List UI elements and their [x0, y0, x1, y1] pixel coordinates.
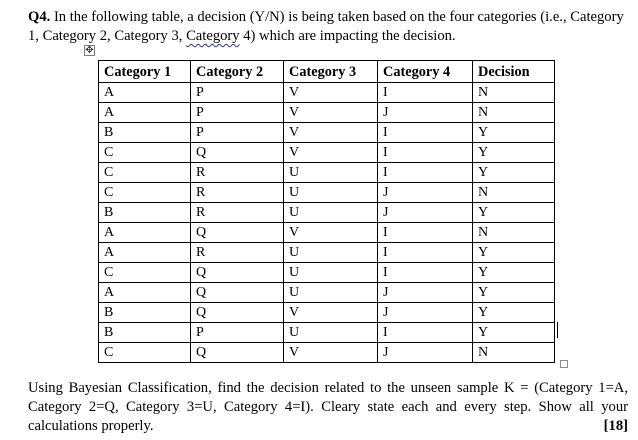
table-cell: U: [284, 283, 378, 303]
table-cell: Q: [191, 303, 284, 323]
spellcheck-word[interactable]: Category: [186, 28, 240, 44]
table-cell: V: [284, 303, 378, 323]
table-row: [99, 163, 555, 183]
table-row: [99, 303, 555, 323]
table-cell: Q: [191, 143, 284, 163]
table-cell: R: [191, 163, 284, 183]
table-cell: V: [284, 83, 378, 103]
table-cell: N: [473, 343, 555, 363]
table-cell: I: [378, 163, 473, 183]
table-cell: C: [99, 183, 191, 203]
question-number: Q4.: [28, 9, 51, 25]
table-row: [99, 243, 555, 263]
table-row: [99, 183, 555, 203]
table-cell: V: [284, 343, 378, 363]
table-cell: Y: [473, 143, 555, 163]
table-resize-handle-icon[interactable]: [560, 360, 568, 368]
table-cell: C: [99, 163, 191, 183]
table-cell: V: [284, 103, 378, 123]
table-cell: I: [378, 223, 473, 243]
table-cell: R: [191, 243, 284, 263]
table-row: [99, 203, 555, 223]
table-cell: Q: [191, 283, 284, 303]
table-cell: Y: [473, 263, 555, 283]
table-cell: J: [378, 303, 473, 323]
table-cell: A: [99, 103, 191, 123]
header-category-2: Category 2: [191, 61, 284, 83]
table-cell: Q: [191, 223, 284, 243]
header-category-1: Category 1: [99, 61, 191, 83]
table-row: [99, 103, 555, 123]
table-cell: Q: [191, 263, 284, 283]
table-cell: C: [99, 263, 191, 283]
table-cell: N: [473, 223, 555, 243]
instructions-text: [28, 379, 628, 436]
table-cell: J: [378, 283, 473, 303]
table-cell: U: [284, 183, 378, 203]
table-cell: N: [473, 83, 555, 103]
table-cell: N: [473, 183, 555, 203]
table-cell: V: [284, 143, 378, 163]
data-table: [98, 60, 555, 363]
table-cell: J: [378, 343, 473, 363]
table-cell: B: [99, 123, 191, 143]
table-cell: Q: [191, 343, 284, 363]
table-cell: Y: [473, 283, 555, 303]
table-row: [99, 323, 555, 343]
table-cell: I: [378, 263, 473, 283]
table-cell: B: [99, 323, 191, 343]
instructions-body: Using Bayesian Classification, find the decision related to the unseen sample K = (Category 1=A, Category 2=Q, Category 3=U, Category 4=I). Cleary state each and every step. Show all your calculations properly.: [28, 380, 628, 434]
table-cell: N: [473, 103, 555, 123]
table-cell: P: [191, 83, 284, 103]
header-category-3: Category 3: [284, 61, 378, 83]
table-move-handle-icon[interactable]: ✥: [85, 45, 94, 56]
table-cell: A: [99, 283, 191, 303]
table-cell: Y: [473, 203, 555, 223]
table-cell: J: [378, 183, 473, 203]
text-cursor: [557, 322, 558, 338]
table-body: [99, 83, 555, 363]
table-row: [99, 123, 555, 143]
header-decision: Decision: [473, 61, 555, 83]
table-cell: Y: [473, 323, 555, 343]
table-header-row: [99, 61, 555, 83]
table-cell: J: [378, 103, 473, 123]
table-cell: P: [191, 123, 284, 143]
table-cell: P: [191, 103, 284, 123]
table-cell: A: [99, 83, 191, 103]
table-cell: I: [378, 123, 473, 143]
table-row: [99, 343, 555, 363]
table-cell: B: [99, 203, 191, 223]
table-row: [99, 143, 555, 163]
table-row: [99, 223, 555, 243]
table-cell: B: [99, 303, 191, 323]
question-text: [28, 8, 628, 46]
table-cell: I: [378, 143, 473, 163]
table-row: [99, 263, 555, 283]
question-body-1: In the following table, a decision (Y/N) is being taken based on the four categories (i.e., Category 1, Category 2, Category 3,: [28, 9, 624, 44]
table-cell: V: [284, 223, 378, 243]
table-cell: J: [378, 203, 473, 223]
marks-label: [18]: [603, 418, 628, 434]
table-cell: R: [191, 203, 284, 223]
table-cell: A: [99, 223, 191, 243]
table-cell: U: [284, 203, 378, 223]
table-row: [99, 283, 555, 303]
question-body-2: 4) which are impacting the decision.: [239, 28, 456, 44]
table-cell: I: [378, 243, 473, 263]
table-cell: I: [378, 323, 473, 343]
table-cell: U: [284, 163, 378, 183]
table-cell: Y: [473, 123, 555, 143]
table-cell: I: [378, 83, 473, 103]
table-cell: Y: [473, 163, 555, 183]
table-cell: P: [191, 323, 284, 343]
table-cell: C: [99, 143, 191, 163]
table-cell: U: [284, 243, 378, 263]
table-cell: Y: [473, 243, 555, 263]
table-cell: V: [284, 123, 378, 143]
header-category-4: Category 4: [378, 61, 473, 83]
table-cell: A: [99, 243, 191, 263]
table-cell: U: [284, 323, 378, 343]
table-cell: R: [191, 183, 284, 203]
table-cell: U: [284, 263, 378, 283]
table-cell: C: [99, 343, 191, 363]
table-row: [99, 83, 555, 103]
table-cell: Y: [473, 303, 555, 323]
